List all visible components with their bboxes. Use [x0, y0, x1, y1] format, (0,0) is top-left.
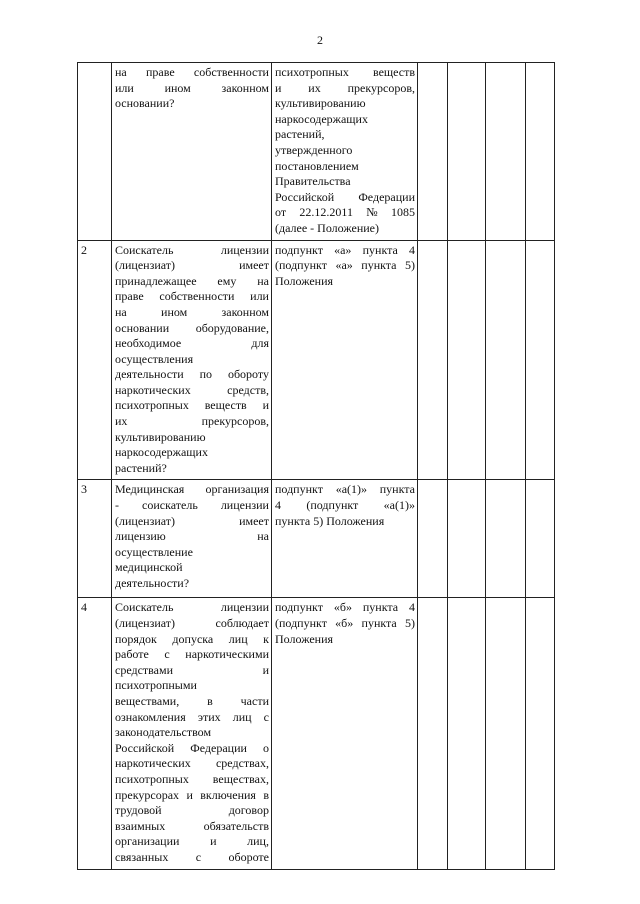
- word: наркотических: [115, 756, 191, 771]
- text-line: [275, 274, 415, 290]
- word: их: [308, 80, 321, 95]
- word: (далее - Положение): [275, 220, 379, 235]
- word: организации: [115, 834, 180, 849]
- word: основании: [115, 320, 170, 335]
- text-line: [275, 81, 415, 97]
- word: лицензии: [220, 498, 269, 513]
- text-line: [115, 258, 269, 274]
- text-line: [115, 803, 269, 819]
- word: законодательством: [115, 725, 212, 740]
- text-line: [115, 616, 269, 632]
- text-line: [275, 482, 415, 498]
- text-line: [275, 112, 415, 128]
- word: деятельности: [115, 367, 184, 382]
- text-line: [115, 367, 269, 383]
- word: «б»: [335, 616, 354, 631]
- word: наркосодержащих: [275, 111, 368, 126]
- word: психотропных: [115, 398, 189, 413]
- word: культивированию: [115, 429, 206, 444]
- word: соблюдает: [215, 616, 269, 631]
- word: в: [207, 694, 213, 708]
- word: к: [263, 631, 269, 646]
- word: «а(1)»: [383, 498, 415, 513]
- word: ином: [164, 80, 191, 95]
- word: -: [115, 498, 119, 513]
- word: ином: [161, 304, 188, 319]
- word: растений?: [115, 460, 167, 475]
- empty-answer-cell: [486, 63, 526, 241]
- word: законном: [221, 80, 269, 95]
- word: оборудование,: [195, 320, 269, 335]
- text-line: [115, 647, 269, 663]
- text-line: [275, 205, 415, 221]
- word: Соискатель: [115, 600, 174, 615]
- word: или: [115, 80, 134, 95]
- row-number: [78, 63, 112, 241]
- text-line: [275, 190, 415, 206]
- text-line: [115, 243, 269, 259]
- word: или: [250, 289, 269, 304]
- word: лицензии: [220, 600, 269, 615]
- text-line: [115, 560, 269, 576]
- text-line: [115, 678, 269, 694]
- word: о: [263, 740, 269, 755]
- word: наркотических: [115, 382, 191, 397]
- table-row: [78, 480, 555, 598]
- word: 4: [408, 242, 415, 257]
- text-line: [115, 514, 269, 530]
- word: и: [275, 80, 282, 95]
- word: допуска: [172, 631, 214, 646]
- word: необходимое: [115, 336, 182, 351]
- text-line: [275, 96, 415, 112]
- question-cell: [112, 240, 272, 480]
- word: Федерации: [190, 740, 247, 755]
- word: Российской: [275, 189, 335, 204]
- word: лиц: [228, 631, 248, 646]
- text-line: [275, 600, 415, 616]
- word: подпункт: [275, 482, 323, 497]
- word: 22.12.2011: [299, 205, 353, 220]
- text-line: [115, 834, 269, 850]
- empty-answer-cell: [448, 63, 486, 241]
- word: Федерации: [358, 189, 415, 204]
- word: праве: [115, 289, 144, 304]
- text-line: [115, 96, 269, 112]
- word: собственности: [193, 65, 269, 79]
- empty-answer-cell: [448, 598, 486, 869]
- text-line: [115, 632, 269, 648]
- empty-answer-cell: [448, 240, 486, 480]
- word: обороте: [228, 849, 269, 864]
- question-cell: [112, 63, 272, 241]
- word: деятельности?: [115, 576, 190, 590]
- word: наркосодержащих: [115, 445, 208, 460]
- word: веществ: [372, 65, 415, 79]
- word: (подпункт: [306, 498, 359, 513]
- word: обязательств: [203, 818, 269, 833]
- empty-answer-cell: [526, 63, 555, 241]
- word: (лицензиат): [115, 258, 175, 273]
- word: веществ: [204, 398, 247, 413]
- word: основании?: [115, 96, 175, 111]
- row-number: 4: [78, 598, 112, 869]
- word: связанных: [115, 849, 169, 864]
- text-line: [115, 756, 269, 772]
- text-line: [115, 414, 269, 430]
- word: наркотическими: [185, 647, 269, 662]
- legal-basis-cell: [272, 598, 418, 869]
- word: лицензии: [220, 242, 269, 257]
- word: договор: [228, 803, 269, 818]
- word: подпункт: [275, 242, 323, 257]
- text-line: [275, 127, 415, 143]
- word: средствами: [115, 662, 174, 677]
- word: веществами,: [115, 694, 180, 708]
- legal-basis-cell: [272, 63, 418, 241]
- word: их: [115, 414, 128, 429]
- word: соискатель: [142, 498, 198, 513]
- word: в: [263, 787, 269, 802]
- word: имеет: [239, 513, 269, 528]
- text-line: [115, 445, 269, 461]
- text-line: [115, 336, 269, 352]
- word: 4: [408, 600, 415, 615]
- word: средств,: [227, 382, 269, 397]
- text-line: [275, 498, 415, 514]
- legal-basis-cell: [272, 480, 418, 598]
- text-line: [115, 694, 269, 710]
- text-line: [115, 430, 269, 446]
- empty-answer-cell: [486, 480, 526, 598]
- empty-answer-cell: [526, 598, 555, 869]
- word: лицензию: [115, 529, 166, 544]
- text-line: [115, 352, 269, 368]
- text-line: [115, 289, 269, 305]
- text-line: [115, 498, 269, 514]
- text-line: [115, 788, 269, 804]
- word: имеет: [239, 258, 269, 273]
- word: (лицензиат): [115, 616, 175, 631]
- text-line: [275, 632, 415, 648]
- text-line: [115, 725, 269, 741]
- text-line: [115, 576, 269, 592]
- empty-answer-cell: [418, 480, 448, 598]
- question-cell: [112, 480, 272, 598]
- word: собственности: [159, 289, 235, 304]
- text-line: [115, 710, 269, 726]
- word: пункта: [362, 600, 399, 615]
- word: Российской: [115, 740, 175, 755]
- word: работе: [115, 647, 149, 662]
- text-line: [115, 383, 269, 399]
- word: «а(1)»: [335, 482, 368, 497]
- word: законном: [221, 304, 269, 319]
- word: «б»: [333, 600, 352, 615]
- word: взаимных: [115, 818, 166, 833]
- text-line: [115, 274, 269, 290]
- text-line: [275, 258, 415, 274]
- text-line: [115, 772, 269, 788]
- text-line: [115, 461, 269, 477]
- row-number: 2: [78, 240, 112, 480]
- row-number: 3: [78, 480, 112, 598]
- word: на: [115, 65, 127, 79]
- empty-answer-cell: [526, 240, 555, 480]
- word: и: [210, 834, 217, 849]
- text-line: [275, 616, 415, 632]
- word: от: [275, 205, 287, 220]
- word: (подпункт: [275, 258, 327, 273]
- empty-answer-cell: [418, 63, 448, 241]
- word: порядок: [115, 631, 157, 646]
- word: веществах,: [212, 771, 269, 786]
- text-line: [115, 81, 269, 97]
- word: прекурсорах: [115, 787, 180, 802]
- word: психотропных: [115, 771, 189, 786]
- empty-answer-cell: [418, 598, 448, 869]
- text-line: [275, 221, 415, 237]
- word: пункта: [361, 616, 397, 631]
- word: подпункт: [275, 600, 323, 615]
- word: обороту: [227, 367, 269, 382]
- word: пункта: [362, 242, 398, 257]
- word: №: [366, 205, 378, 220]
- text-line: [115, 305, 269, 321]
- word: ознакомления: [115, 709, 186, 724]
- word: 4: [275, 498, 281, 513]
- word: постановлением: [275, 158, 359, 173]
- word: средствах,: [215, 756, 269, 771]
- word: и: [262, 662, 269, 677]
- text-line: [115, 741, 269, 757]
- text-line: [115, 65, 269, 81]
- word: и: [186, 787, 193, 802]
- word: 1085: [391, 205, 415, 220]
- text-line: [275, 143, 415, 159]
- word: Правительства: [275, 174, 351, 189]
- word: Соискатель: [115, 242, 174, 257]
- word: принадлежащее: [115, 273, 197, 288]
- word: с: [195, 849, 202, 864]
- word: организация: [205, 482, 269, 497]
- word: праве: [146, 65, 175, 79]
- page-number: 2: [317, 33, 323, 47]
- word: этих: [197, 709, 221, 724]
- text-line: [115, 545, 269, 561]
- word: «а»: [334, 242, 352, 257]
- word: 5): [405, 258, 415, 273]
- text-line: [115, 321, 269, 337]
- word: утвержденного: [275, 142, 353, 157]
- question-cell: [112, 598, 272, 869]
- text-line: [115, 600, 269, 616]
- word: по: [199, 367, 213, 382]
- text-line: [275, 159, 415, 175]
- empty-answer-cell: [486, 598, 526, 869]
- word: Положения: [275, 631, 334, 646]
- text-line: [115, 529, 269, 545]
- word: (подпункт: [275, 616, 327, 631]
- word: (лицензиат): [115, 513, 175, 528]
- text-line: [275, 514, 415, 530]
- word: на: [257, 273, 269, 288]
- empty-answer-cell: [448, 480, 486, 598]
- text-line: [115, 482, 269, 498]
- word: Положения: [275, 273, 334, 288]
- word: пункта: [379, 482, 415, 497]
- empty-answer-cell: [418, 240, 448, 480]
- table-row: [78, 240, 555, 480]
- word: прекурсоров,: [347, 80, 415, 95]
- word: растений,: [275, 127, 325, 142]
- word: на: [257, 529, 269, 544]
- text-line: [115, 819, 269, 835]
- word: части: [240, 694, 269, 708]
- text-line: [275, 174, 415, 190]
- word: трудовой: [115, 803, 162, 818]
- word: 5): [404, 616, 415, 631]
- text-line: [115, 850, 269, 866]
- word: с: [164, 647, 170, 662]
- word: осуществления: [115, 351, 194, 366]
- word: с: [263, 709, 269, 724]
- word: Медицинская: [115, 482, 185, 497]
- word: лиц: [232, 709, 252, 724]
- word: включения: [200, 787, 256, 802]
- word: и: [262, 398, 269, 413]
- empty-answer-cell: [526, 480, 555, 598]
- word: осуществление: [115, 544, 193, 559]
- word: прекурсоров,: [201, 414, 269, 429]
- word: психотропных: [275, 65, 349, 79]
- word: медицинской: [115, 560, 183, 575]
- word: ему: [217, 273, 237, 288]
- word: «а»: [335, 258, 353, 273]
- word: лиц,: [247, 834, 269, 849]
- text-line: [275, 65, 415, 81]
- word: психотропными: [115, 678, 197, 693]
- word: на: [115, 304, 127, 319]
- word: пункта: [361, 258, 397, 273]
- word: культивированию: [275, 96, 366, 111]
- table-row: [78, 63, 555, 241]
- word: пункта 5) Положения: [275, 513, 385, 528]
- requirements-table: [77, 62, 555, 870]
- word: для: [251, 336, 269, 351]
- text-line: [275, 243, 415, 259]
- empty-answer-cell: [486, 240, 526, 480]
- text-line: [115, 398, 269, 414]
- table-row: [78, 598, 555, 869]
- text-line: [115, 663, 269, 679]
- legal-basis-cell: [272, 240, 418, 480]
